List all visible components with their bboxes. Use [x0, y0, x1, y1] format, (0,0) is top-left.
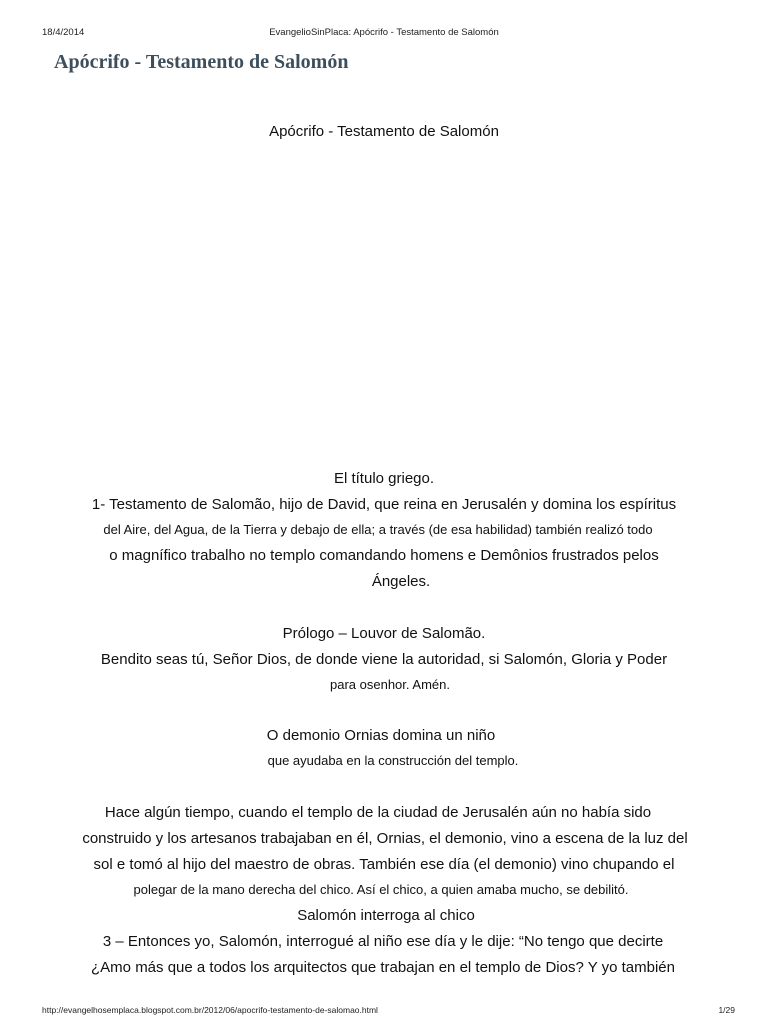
- paragraph-line: para osenhor. Amén.: [330, 677, 450, 692]
- paragraph-line: ¿Amo más que a todos los arquitectos que trabajan en el templo de Dios? Y yo también: [91, 959, 675, 976]
- paragraph-line: Bendito seas tú, Señor Dios, de donde viene la autoridad, si Salomón, Gloria y Poder: [100, 651, 668, 668]
- print-footer: [0, 1005, 768, 1017]
- paragraph-line: Hace algún tiempo, cuando el templo de la ciudad de Jerusalén aún no había sido: [104, 804, 652, 821]
- print-date: 18/4/2014: [42, 27, 85, 38]
- paragraph-line: Ángeles.: [371, 573, 431, 590]
- paragraph-line: sol e tomó al hijo del maestro de obras. También ese día (el demonio) vino chupando el: [93, 856, 675, 873]
- print-url[interactable]: http://evangelhosemplaca.blogspot.com.br/2012/06/apocrifo-testamento-de-salomao.html: [42, 1005, 378, 1015]
- section-heading: O demonio Ornias domina un niño: [266, 727, 496, 744]
- print-document-title: EvangelioSinPlaca: Apócrifo - Testamento de Salomón: [269, 27, 499, 38]
- paragraph-line: construido y los artesanos trabajaban en él, Ornias, el demonio, vino a escena de la luz del: [82, 830, 688, 847]
- paragraph-line: del Aire, del Agua, de la Tierra y debajo de ella; a través (de esa habilidad) también realizó todo: [103, 522, 653, 537]
- section-subheading: que ayudaba en la construcción del templo.: [267, 753, 519, 768]
- greek-title-heading: El título griego.: [333, 470, 435, 487]
- paragraph-line: polegar de la mano derecha del chico. Así el chico, a quien amaba mucho, se debilitó.: [133, 882, 629, 897]
- prologue-heading: Prólogo – Louvor de Salomão.: [282, 625, 486, 642]
- content-title: Apócrifo - Testamento de Salomón: [269, 123, 499, 140]
- print-header: [0, 27, 768, 39]
- page-number: 1/29: [718, 1005, 735, 1015]
- paragraph-line: 1- Testamento de Salomão, hijo de David, que reina en Jerusalén y domina los espíritus: [91, 496, 677, 513]
- paragraph-line: o magnífico trabalho no templo comandando homens e Demônios frustrados pelos: [109, 547, 659, 564]
- section-heading: Salomón interroga al chico: [297, 907, 475, 924]
- post-title[interactable]: Apócrifo - Testamento de Salomón: [54, 51, 349, 73]
- paragraph-line: 3 – Entonces yo, Salomón, interrogué al niño ese día y le dije: “No tengo que decirte: [102, 933, 664, 950]
